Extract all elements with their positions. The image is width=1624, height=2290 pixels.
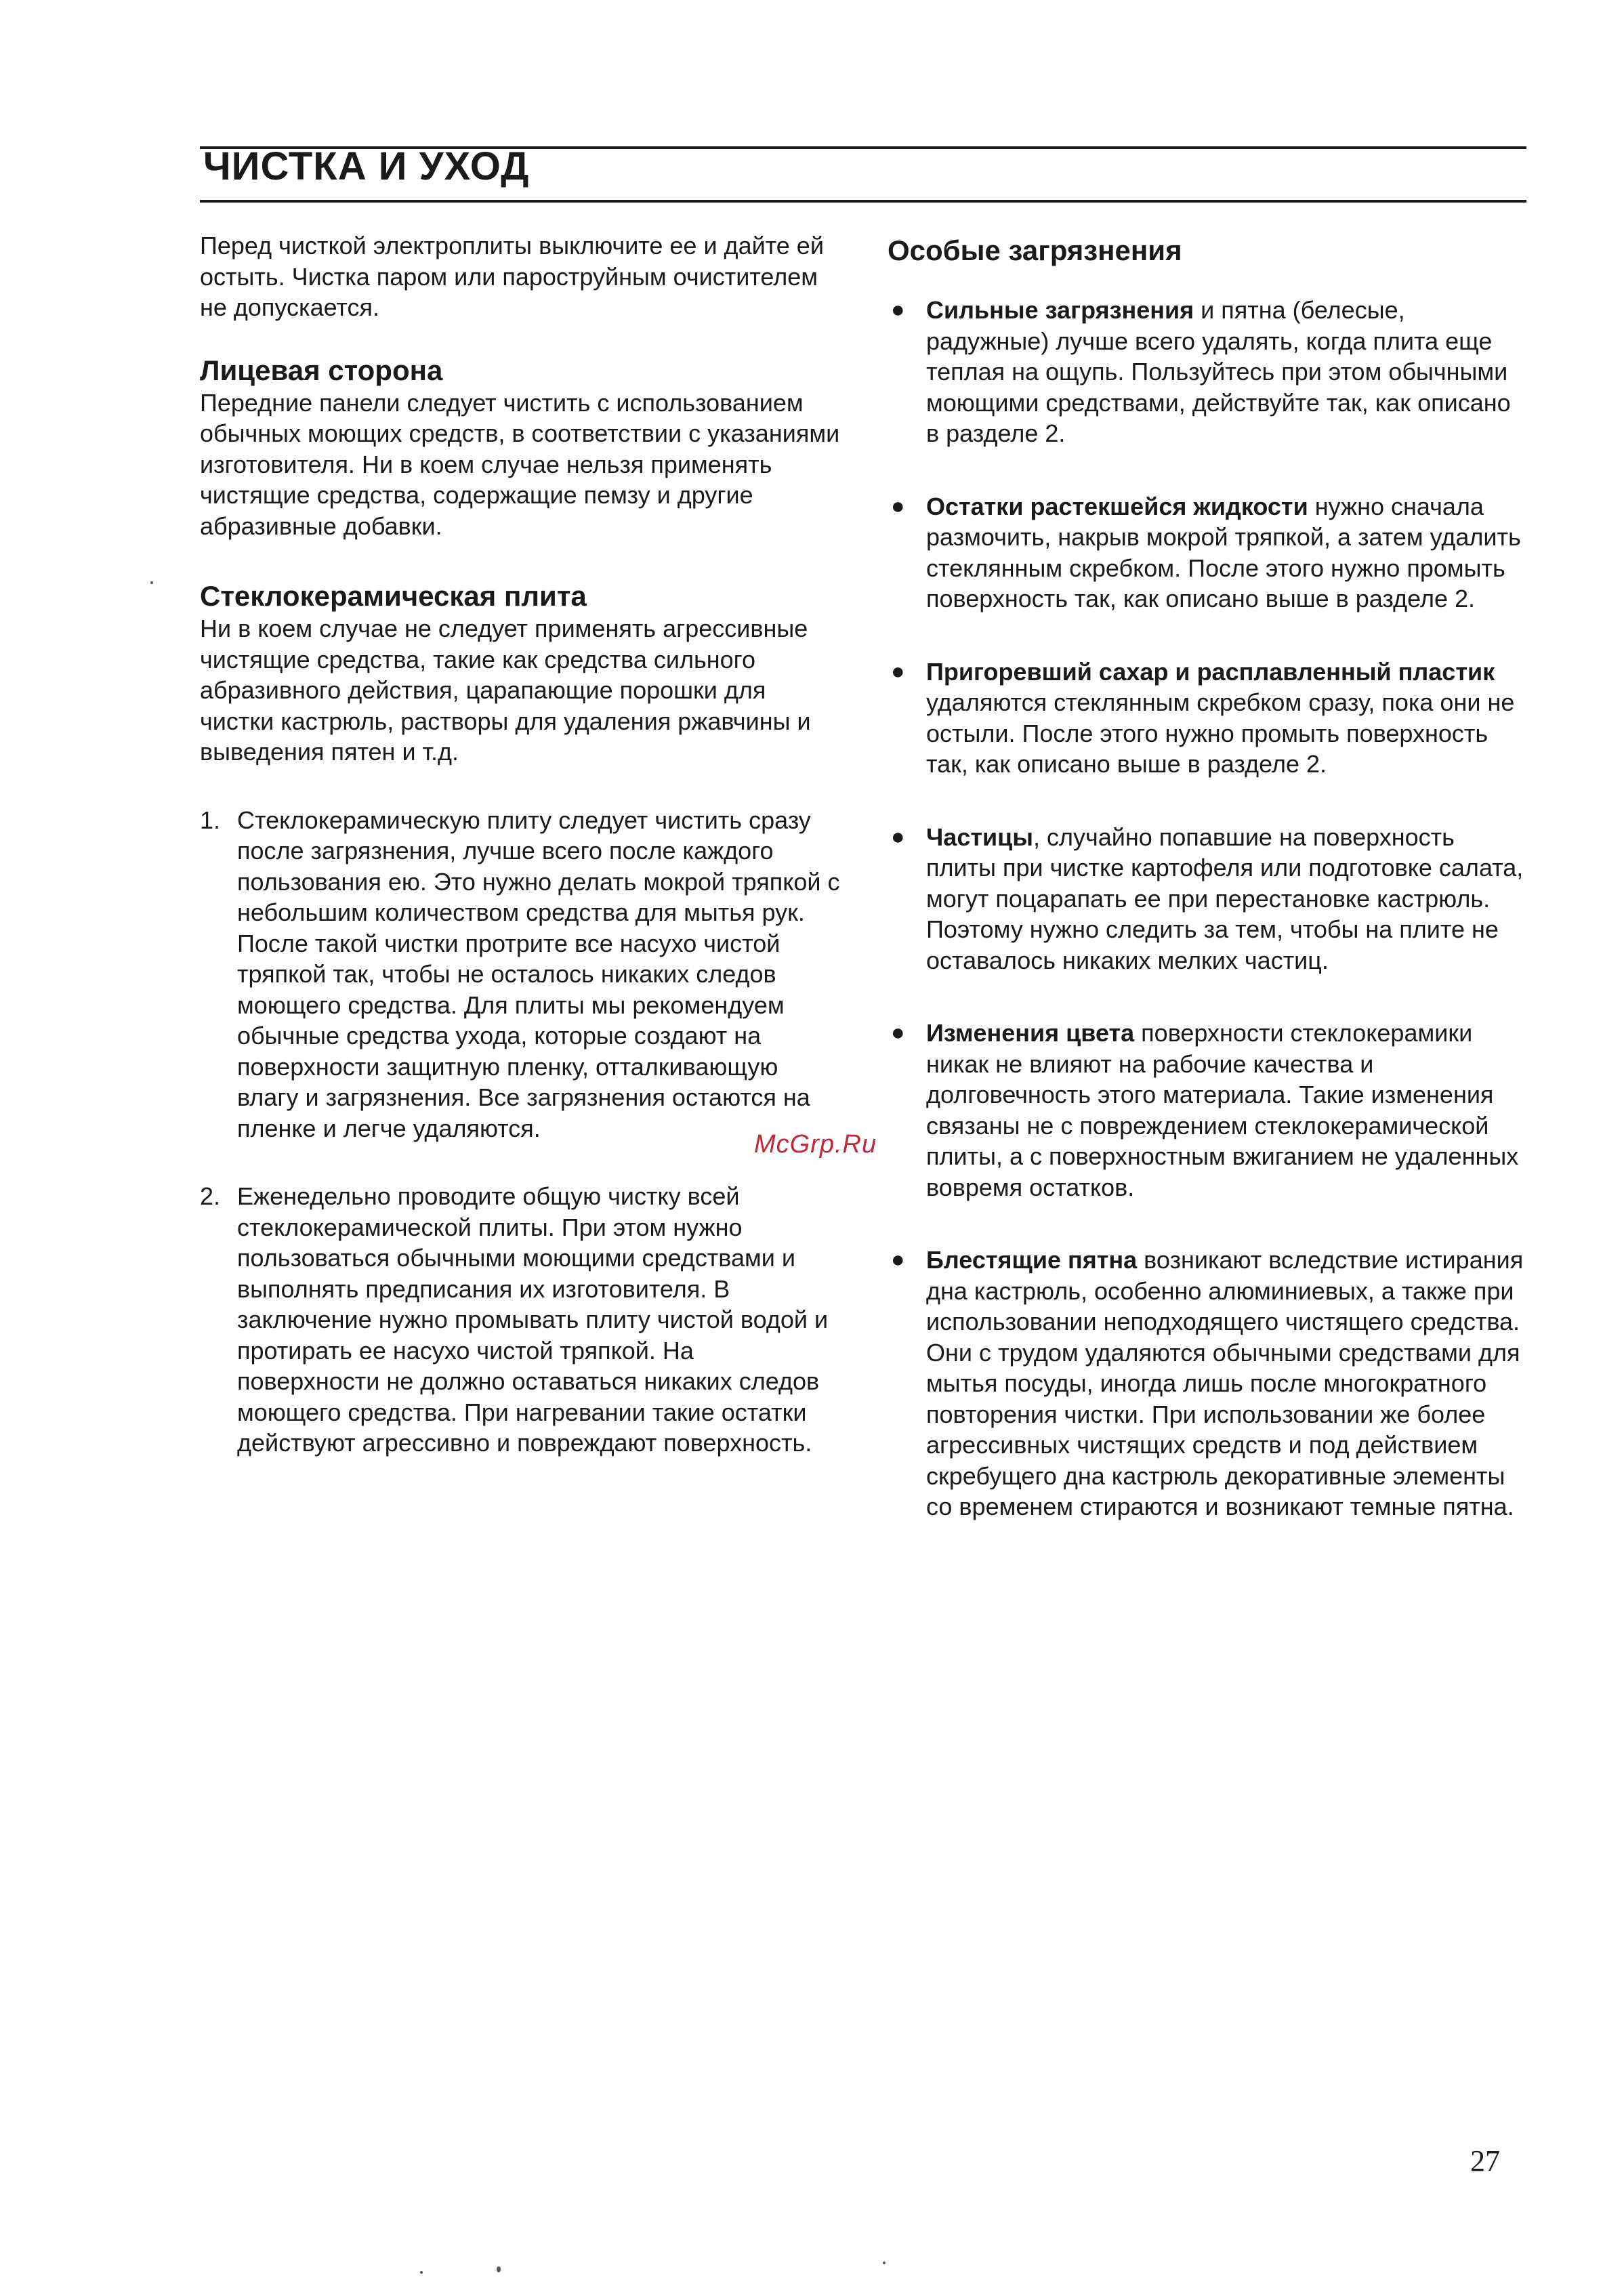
- special-item: [888, 1245, 1524, 1522]
- scan-speck: [883, 2262, 886, 2264]
- scan-speck: [497, 2266, 501, 2272]
- page-title: ЧИСТКА И УХОД: [203, 144, 530, 188]
- left-column: [200, 230, 840, 1459]
- ceramic-heading: Стеклокерамическая плита: [200, 580, 587, 612]
- intro-paragraph: Перед чисткой электроплиты выключите ее и дайте ей остыть. Чистка паром или пароструйным очистителем не допускается.: [200, 232, 824, 321]
- special-heading: Особые загрязнения: [888, 234, 1182, 266]
- step-text: Стеклокерамическую плиту следует чистить сразу после загрязнения, лучше всего после каждого пользования ею. Это нужно делать мокрой тряпкой с небольшим количеством средства для мытья рук. После такой чистки протрите все насухо чистой тряпкой так, чтобы не осталось никаких следов моющего средства. Для плиты мы рекомендуем обычные средства ухода, которые создают на поверхности защитную пленку, отталкивающую влагу и загрязнения. Все загрязнения остаются на пленке и легче удаляются.: [237, 806, 840, 1142]
- scan-speck: [150, 581, 153, 584]
- scan-speck: [420, 2271, 423, 2274]
- bullet-icon: ●: [891, 493, 905, 519]
- special-item-text: , случайно попавшие на поверхность плиты при чистке картофеля или подготовке салата, могут поцарапать ее при перестановке кастрюль. Поэтому нужно следить за тем, чтобы на плите не оставалось никаких мелких частиц.: [926, 823, 1524, 974]
- special-item-bold: Блестящие пятна: [926, 1246, 1138, 1274]
- front-paragraph: Передние панели следует чистить с использованием обычных моющих средств, в соответствии с указаниями изготовителя. Ни в коем случае нельзя применять чистящие средства, содержащие пемзу и другие абразивные добавки.: [200, 388, 840, 540]
- special-item-bold: Пригоревший сахар и расплавленный пластик: [926, 657, 1495, 686]
- special-item-text: нужно сначала размочить, накрыв мокрой тряпкой, а затем удалить стеклянным скребком. После этого нужно промыть поверхность так, как описано выше в разделе 2.: [926, 492, 1521, 612]
- step-text: Еженедельно проводите общую чистку всей стеклокерамической плиты. При этом нужно пользоваться обычными моющими средствами и выполнять предписания их изготовителя. В заключение нужно промывать плиту чистой водой и протирать ее насухо чистой тряпкой. На поверхности не должно оставаться никаких следов моющего средства. При нагревании такие остатки действуют агрессивно и повреждают поверхность.: [237, 1182, 829, 1457]
- bullet-icon: ●: [891, 1020, 905, 1045]
- special-item-text: поверхности стеклокерамики никак не влияют на рабочие качества и долговечность этого материала. Такие изменения связаны не с повреждением стеклокерамической плиты, а с поверхностным вжиганием не удаленных вовремя остатков.: [926, 1019, 1519, 1201]
- page-number: 27: [1470, 2144, 1500, 2178]
- ceramic-steps: [200, 805, 840, 1459]
- step-number: 1.: [200, 806, 221, 834]
- step-number: 2.: [200, 1182, 221, 1210]
- front-heading: Лицевая сторона: [200, 354, 443, 386]
- bullet-icon: ●: [891, 1247, 905, 1272]
- special-item-bold: Остатки растекшейся жидкости: [926, 492, 1308, 520]
- special-item: [888, 822, 1524, 976]
- special-item: [888, 491, 1524, 615]
- bullet-icon: ●: [891, 297, 905, 322]
- special-item-bold: Частицы: [926, 823, 1033, 851]
- special-item-text: удаляются стеклянным скребком сразу, пока они не остыли. После этого нужно промыть поверхность так, как описано выше в разделе 2.: [926, 688, 1515, 778]
- special-list: [888, 295, 1524, 1522]
- special-item-text: возникают вследствие истирания дна кастрюль, особенно алюминиевых, а также при использовании неподходящего чистящего средства. Они с трудом удаляются обычными средствами для мытья посуды, иногда лишь после многократного повторения чистки. При использовании же более агрессивных чистящих средств и под действием скребущего дна кастрюль декоративные элементы со временем стираются и возникают темные пятна.: [926, 1246, 1524, 1520]
- special-item: [888, 1018, 1524, 1203]
- special-item-bold: Изменения цвета: [926, 1019, 1135, 1047]
- ceramic-paragraph: Ни в коем случае не следует применять агрессивные чистящие средства, такие как средства сильного абразивного действия, царапающие порошки для чистки кастрюль, растворы для удаления ржавчины и выведения пятен и т.д.: [200, 615, 811, 766]
- special-item: [888, 295, 1524, 449]
- header-rule-bottom: [200, 200, 1526, 203]
- bullet-icon: ●: [891, 823, 905, 850]
- step-item: [200, 805, 840, 1144]
- bullet-icon: ●: [891, 658, 905, 684]
- special-item: [888, 657, 1524, 780]
- special-item-bold: Сильные загрязнения: [926, 296, 1194, 324]
- right-column: [888, 230, 1524, 1522]
- step-item: [200, 1181, 840, 1459]
- watermark-link[interactable]: McGrp.Ru: [754, 1130, 877, 1159]
- special-item-text: и пятна (белесые, радужные) лучше всего удалять, когда плита еще теплая на ощупь. Пользуйтесь при этом обычными моющими средствами, действуйте так, как описано в разделе 2.: [926, 296, 1511, 447]
